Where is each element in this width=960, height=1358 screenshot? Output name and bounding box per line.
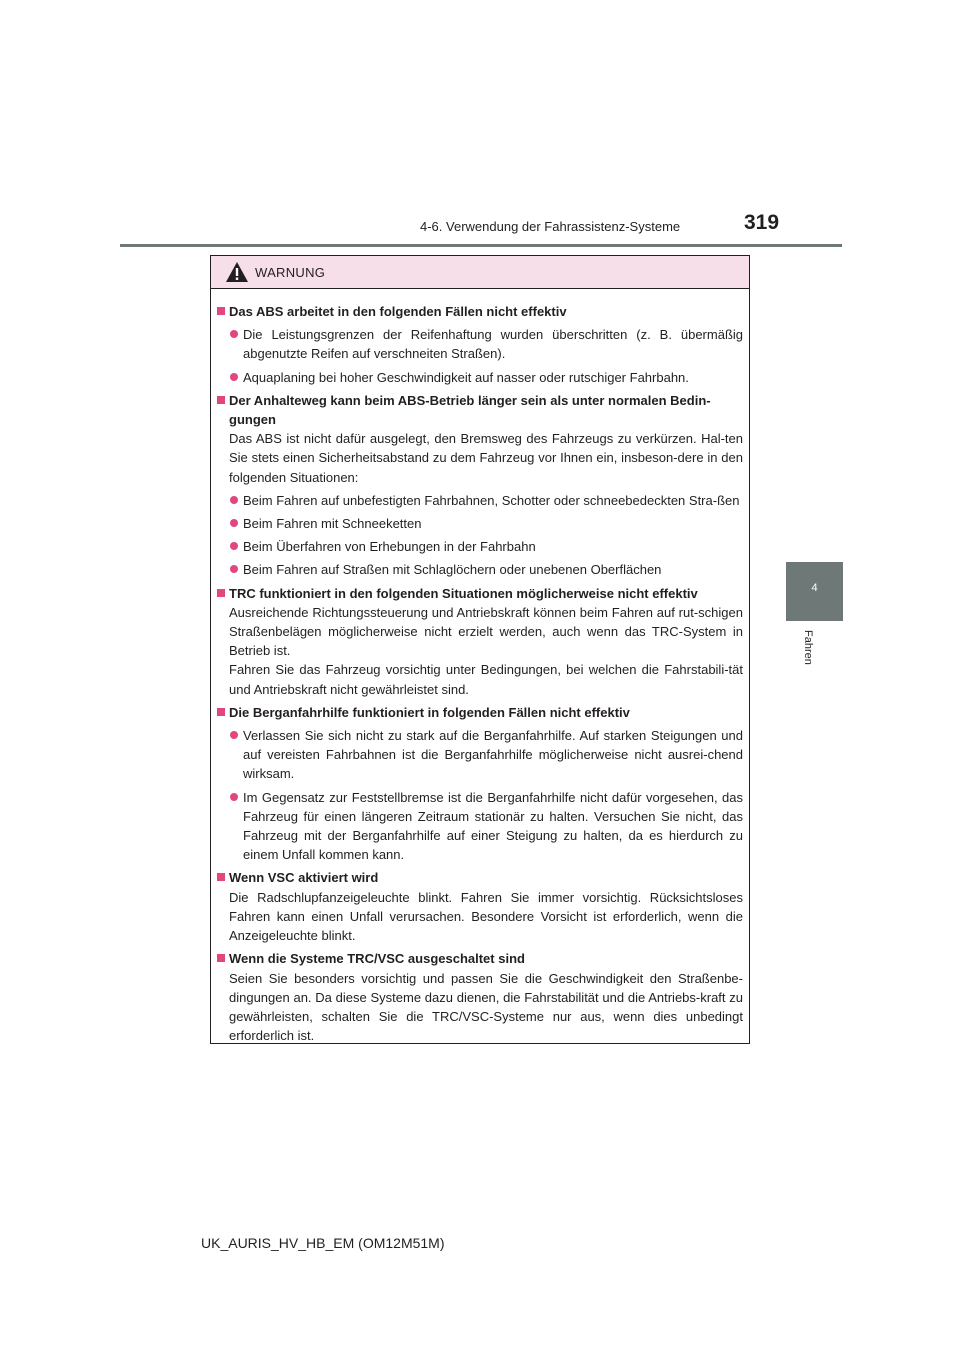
section-paragraph: Die Radschlupfanzeigeleuchte blinkt. Fahren Sie immer vorsichtig. Rücksichtsloses Fahren kann einen Unfall verursachen. Besondere Vorsicht ist erforderlich, wenn die Anzeigeleuchte blinkt. bbox=[229, 889, 743, 944]
warning-section bbox=[217, 868, 743, 945]
bullet-text: Beim Fahren auf unbefestigten Fahrbahnen, Schotter oder schneebedeckten Stra-ßen bbox=[243, 492, 740, 508]
bullet-text: Beim Fahren mit Schneeketten bbox=[243, 516, 422, 532]
dot-bullet-icon bbox=[230, 542, 238, 550]
bullet-item bbox=[217, 560, 743, 579]
header-rule bbox=[120, 244, 842, 247]
section-title-text: Wenn VSC aktiviert wird bbox=[229, 870, 379, 886]
square-bullet-icon bbox=[217, 589, 225, 597]
bullet-text: Die Leistungsgrenzen der Reifenhaftung wurden überschritten (z. B. übermäßig abgenutzte Reifen auf verschneiten Straßen). bbox=[243, 327, 743, 362]
warning-title: WARNUNG bbox=[255, 265, 326, 280]
dot-bullet-icon bbox=[230, 565, 238, 573]
section-title bbox=[217, 584, 743, 603]
section-title bbox=[217, 949, 743, 968]
bullet-item bbox=[217, 726, 743, 784]
dot-bullet-icon bbox=[230, 496, 238, 504]
bullet-text: Beim Fahren auf Straßen mit Schlaglöchern oder unebenen Oberflächen bbox=[243, 562, 662, 578]
bullet-item bbox=[217, 368, 743, 387]
warning-section bbox=[217, 302, 743, 387]
warning-box bbox=[210, 255, 750, 1044]
bullet-item bbox=[217, 491, 743, 510]
warning-section bbox=[217, 949, 743, 1045]
section-title-text: TRC funktioniert in den folgenden Situationen möglicherweise nicht effektiv bbox=[229, 585, 698, 601]
square-bullet-icon bbox=[217, 708, 225, 716]
square-bullet-icon bbox=[217, 873, 225, 881]
section-title-text: Wenn die Systeme TRC/VSC ausgeschaltet sind bbox=[229, 951, 525, 967]
section-paragraph: Das ABS ist nicht dafür ausgelegt, den Bremsweg des Fahrzeugs zu verkürzen. Hal-ten Sie stets einen Sicherheitsabstand zu dem Fahrzeug vor Ihnen ein, insbeson-dere in den folgenden Situationen: bbox=[229, 431, 743, 485]
warning-section bbox=[217, 391, 743, 580]
dot-bullet-icon bbox=[230, 330, 238, 338]
warning-section bbox=[217, 584, 743, 699]
footer-document-code: UK_AURIS_HV_HB_EM (OM12M51M) bbox=[201, 1235, 445, 1251]
square-bullet-icon bbox=[217, 954, 225, 962]
section-paragraph: Ausreichende Richtungssteuerung und Antriebskraft können beim Fahren auf rut-schigen Straßenbelägen möglicherweise nicht erzielt werden, auch wenn das TRC-System in Betrieb ist. bbox=[229, 604, 743, 659]
section-paragraph: Fahren Sie das Fahrzeug vorsichtig unter Bedingungen, bei welchen die Fahrstabili-tät und Antriebskraft nicht gewährleistet sind. bbox=[229, 662, 743, 697]
warning-header bbox=[211, 256, 749, 289]
section-title-text: Die Berganfahrhilfe funktioniert in folgenden Fällen nicht effektiv bbox=[229, 704, 630, 720]
section-paragraph: Seien Sie besonders vorsichtig und passen Sie die Geschwindigkeit den Straßenbe-dingungen an. Da diese Systeme dazu dienen, die Fahrstabilität und die Antriebs-kraft zu gewährleisten, schalten Sie die TRC/VSC-Systeme nur aus, wenn dies unbedingt erforderlich ist. bbox=[229, 970, 743, 1044]
bullet-item bbox=[217, 788, 743, 865]
dot-bullet-icon bbox=[230, 373, 238, 381]
bullet-item bbox=[217, 514, 743, 533]
warning-section bbox=[217, 703, 743, 865]
dot-bullet-icon bbox=[230, 519, 238, 527]
dot-bullet-icon bbox=[230, 793, 238, 801]
square-bullet-icon bbox=[217, 396, 225, 404]
section-title-text: Das ABS arbeitet in den folgenden Fällen nicht effektiv bbox=[229, 304, 567, 319]
chapter-label: Fahren bbox=[802, 630, 814, 665]
bullet-text: Aquaplaning bei hoher Geschwindigkeit auf nasser oder rutschiger Fahrbahn. bbox=[243, 369, 689, 385]
warning-triangle-icon bbox=[225, 261, 249, 283]
chapter-number: 4 bbox=[811, 582, 818, 594]
bullet-text: Verlassen Sie sich nicht zu stark auf die Berganfahrhilfe. Auf starken Steigungen und auf vereisten Fahrbahnen ist die Berganfahrhilfe möglicherweise nicht ausrei-chend wirksam. bbox=[243, 728, 743, 782]
section-title bbox=[217, 868, 743, 887]
section-title bbox=[217, 703, 743, 722]
warning-content bbox=[211, 289, 749, 1045]
bullet-text: Beim Überfahren von Erhebungen in der Fahrbahn bbox=[243, 539, 536, 555]
bullet-item bbox=[217, 537, 743, 556]
section-title bbox=[217, 391, 743, 429]
bullet-item bbox=[217, 325, 743, 363]
chapter-tab bbox=[786, 562, 843, 621]
section-title-text: Der Anhalteweg kann beim ABS-Betrieb länger sein als unter normalen Bedin-gungen bbox=[229, 392, 711, 428]
dot-bullet-icon bbox=[230, 731, 238, 739]
section-title bbox=[217, 302, 743, 321]
bullet-text: Im Gegensatz zur Feststellbremse ist die Berganfahrhilfe nicht dafür vorgesehen, das Fahrzeug für einen längeren Zeitraum stationär zu halten. Versuchen Sie nicht, das Fahrzeug mit der Berganfahrhilfe auf einer Steigung zu halten, da es hierdurch zu einem Unfall kommen kann. bbox=[243, 789, 743, 863]
header-section-title: 4-6. Verwendung der Fahrassistenz-Systeme bbox=[420, 219, 681, 234]
square-bullet-icon bbox=[217, 307, 225, 315]
page-number: 319 bbox=[744, 211, 780, 234]
